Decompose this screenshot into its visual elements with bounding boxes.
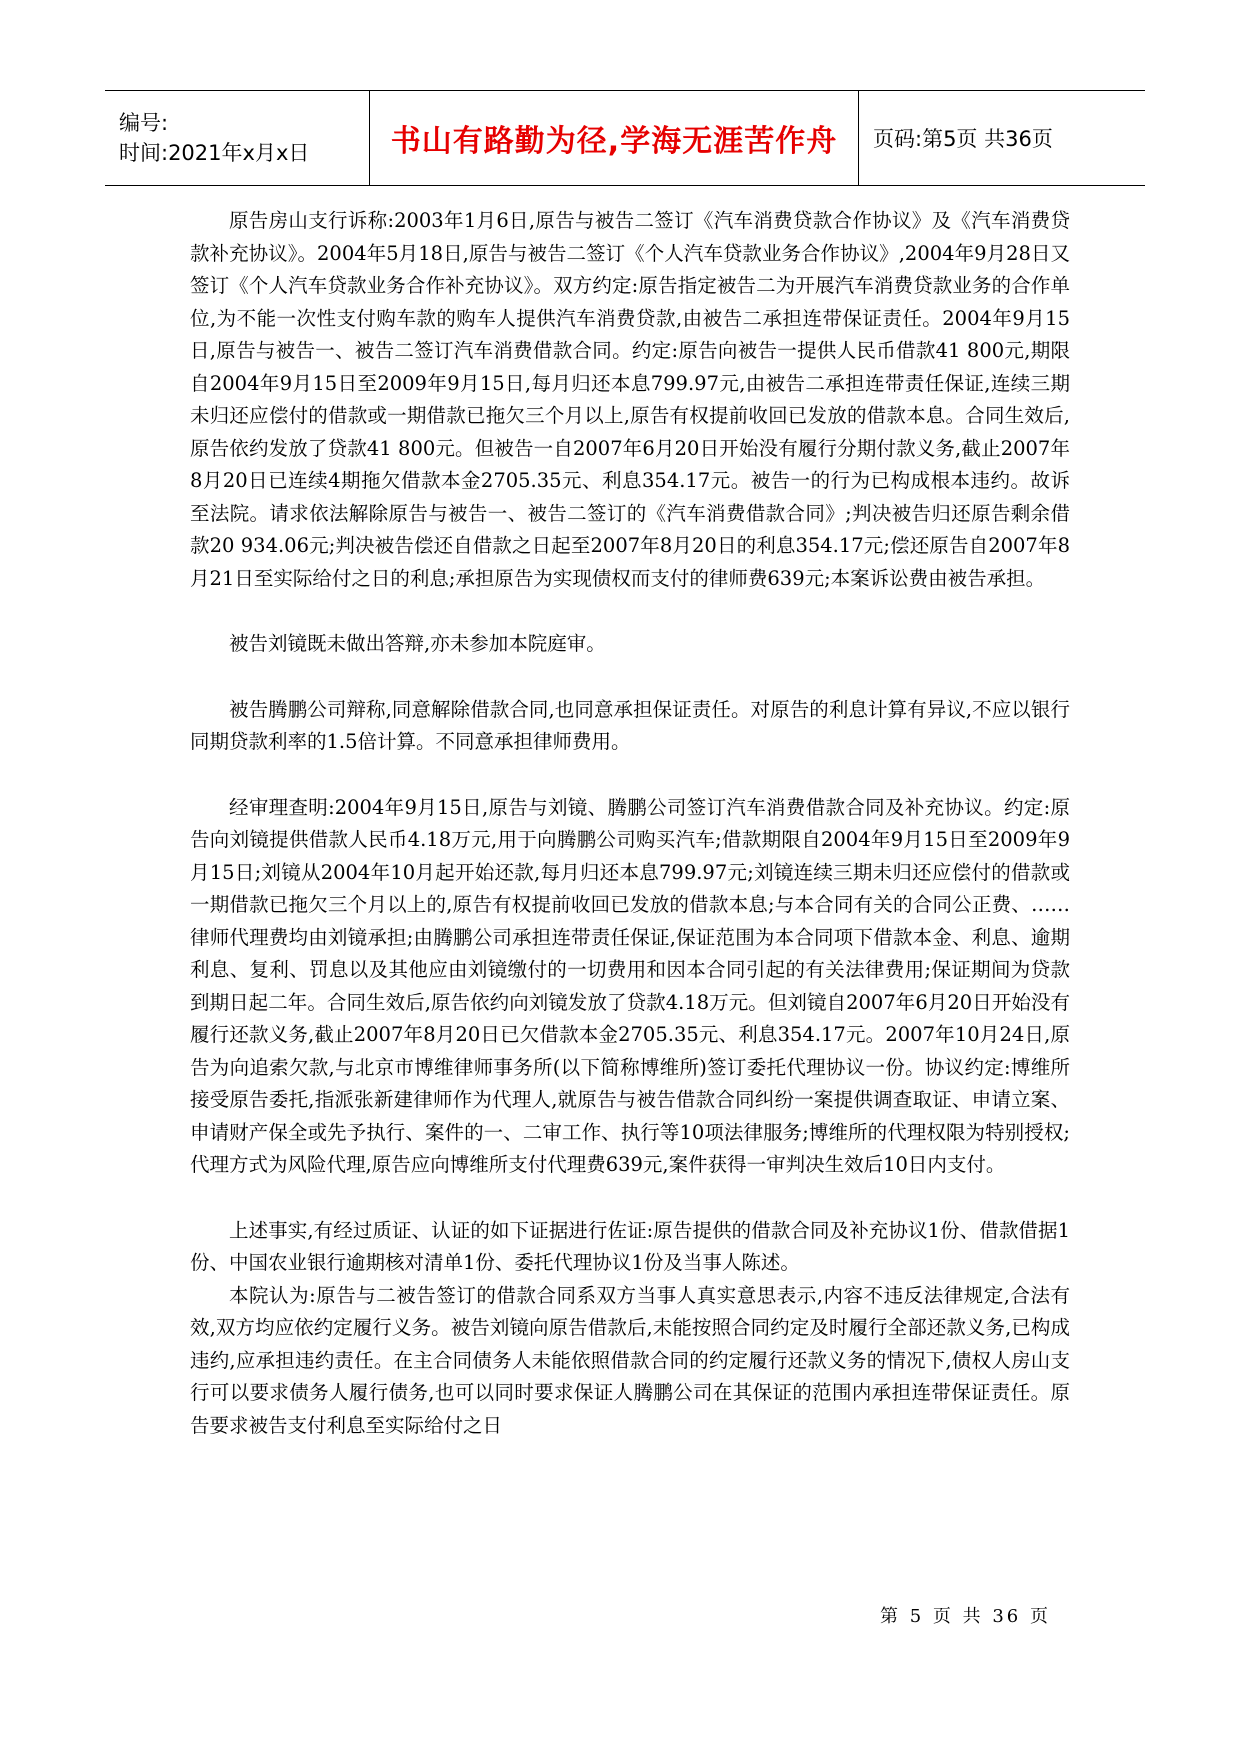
paragraph-defendant-one: 被告刘镜既未做出答辩,亦未参加本院庭审。 (229, 632, 606, 655)
header-meta (105, 91, 369, 185)
page-footer: 第 5 页 共 36 页 (880, 1606, 1051, 1627)
document-body (190, 205, 1070, 1442)
paragraph-findings: 经审理查明:2004年9月15日,原告与刘镜、腾鹏公司签订汽车消费借款合同及补充协议。约定:原告向刘镜提供借款人民币4.18万元,用于向腾鹏公司购买汽车;借款期限自2004年9月15日至2009年9月15日;刘镜从2004年10月起开始还款,每月归还本息799.97元;刘镜连续三期未归还应偿付的借款或一期借款已拖欠三个月以上的,原告有权提前收回已发放的借款本息;与本合同有关的合同公正费、……律师代理费均由刘镜承担;由腾鹏公司承担连带责任保证,保证范围为本合同项下借款本金、利息、逾期利息、复利、罚息以及其他应由刘镜缴付的一切费用和因本合同引起的有关法律费用;保证期间为贷款到期日起二年。合同生效后,原告依约向刘镜发放了贷款4.18万元。但刘镜自2007年6月20日开始没有履行还款义务,截止2007年8月20日已欠借款本金2705.35元、利息354.17元。2007年10月24日,原告为向追索欠款,与北京市博维律师事务所(以下简称博维所)签订委托代理协议一份。协议约定:博维所接受原告委托,指派张新建律师作为代理人,就原告与被告借款合同纠纷一案提供调查取证、申请立案、申请财产保全或先予执行、案件的一、二审工作、执行等10项法律服务;博维所的代理权限为特别授权;代理方式为风险代理,原告应向博维所支付代理费639元,案件获得一审判决生效后10日内支付。 (190, 795, 1070, 1176)
header-page-number: 页码:第5页 共36页 (873, 127, 1053, 151)
serial-number-label: 编号: (119, 111, 169, 135)
header-motto: 书山有路勤为径,学海无涯苦作舟 (369, 91, 859, 185)
paragraph-court-opinion: 本院认为:原告与二被告签订的借款合同系双方当事人真实意思表示,内容不违反法律规定,合法有效,双方均应依约定履行义务。被告刘镜向原告借款后,未能按照合同约定及时履行全部还款义务,已构成违约,应承担违约责任。在主合同债务人未能依照借款合同的约定履行还款义务的情况下,债权人房山支行可以要求债务人履行债务,也可以同时要求保证人腾鹏公司在其保证的范围内承担连带保证责任。原告要求被告支付利息至实际给付之日 (190, 1283, 1070, 1437)
time-label: 时间:2021年x月x日 (119, 141, 310, 165)
paragraph-defendant-two: 被告腾鹏公司辩称,同意解除借款合同,也同意承担保证责任。对原告的利息计算有异议,不应以银行同期贷款利率的1.5倍计算。不同意承担律师费用。 (190, 697, 1070, 753)
page-header (105, 90, 1145, 186)
paragraph-evidence: 上述事实,有经过质证、认证的如下证据进行佐证:原告提供的借款合同及补充协议1份、借款借据1份、中国农业银行逾期核对清单1份、委托代理协议1份及当事人陈述。 (190, 1218, 1070, 1274)
paragraph-plaintiff-claim: 原告房山支行诉称:2003年1月6日,原告与被告二签订《汽车消费贷款合作协议》及《汽车消费贷款补充协议》。2004年5月18日,原告与被告二签订《个人汽车贷款业务合作协议》,2004年9月28日又签订《个人汽车贷款业务合作补充协议》。双方约定:原告指定被告二为开展汽车消费贷款业务的合作单位,为不能一次性支付购车款的购车人提供汽车消费贷款,由被告二承担连带保证责任。2004年9月15日,原告与被告一、被告二签订汽车消费借款合同。约定:原告向被告一提供人民币借款41 800元,期限自2004年9月15日至2009年9月15日,每月归还本息799.97元,由被告二承担连带责任保证,连续三期未归还应偿付的借款或一期借款已拖欠三个月以上,原告有权提前收回已发放的借款本息。合同生效后,原告依约发放了贷款41 800元。但被告一自2007年6月20日开始没有履行分期付款义务,截止2007年8月20日已连续4期拖欠借款本金2705.35元、利息354.17元。被告一的行为已构成根本违约。故诉至法院。请求依法解除原告与被告一、被告二签订的《汽车消费借款合同》;判决被告归还原告剩余借款20 934.06元;判决被告偿还自借款之日起至2007年8月20日的利息354.17元;偿还原告自2007年8月21日至实际给付之日的利息;承担原告为实现债权而支付的律师费639元;本案诉讼费由被告承担。 (190, 209, 1070, 590)
